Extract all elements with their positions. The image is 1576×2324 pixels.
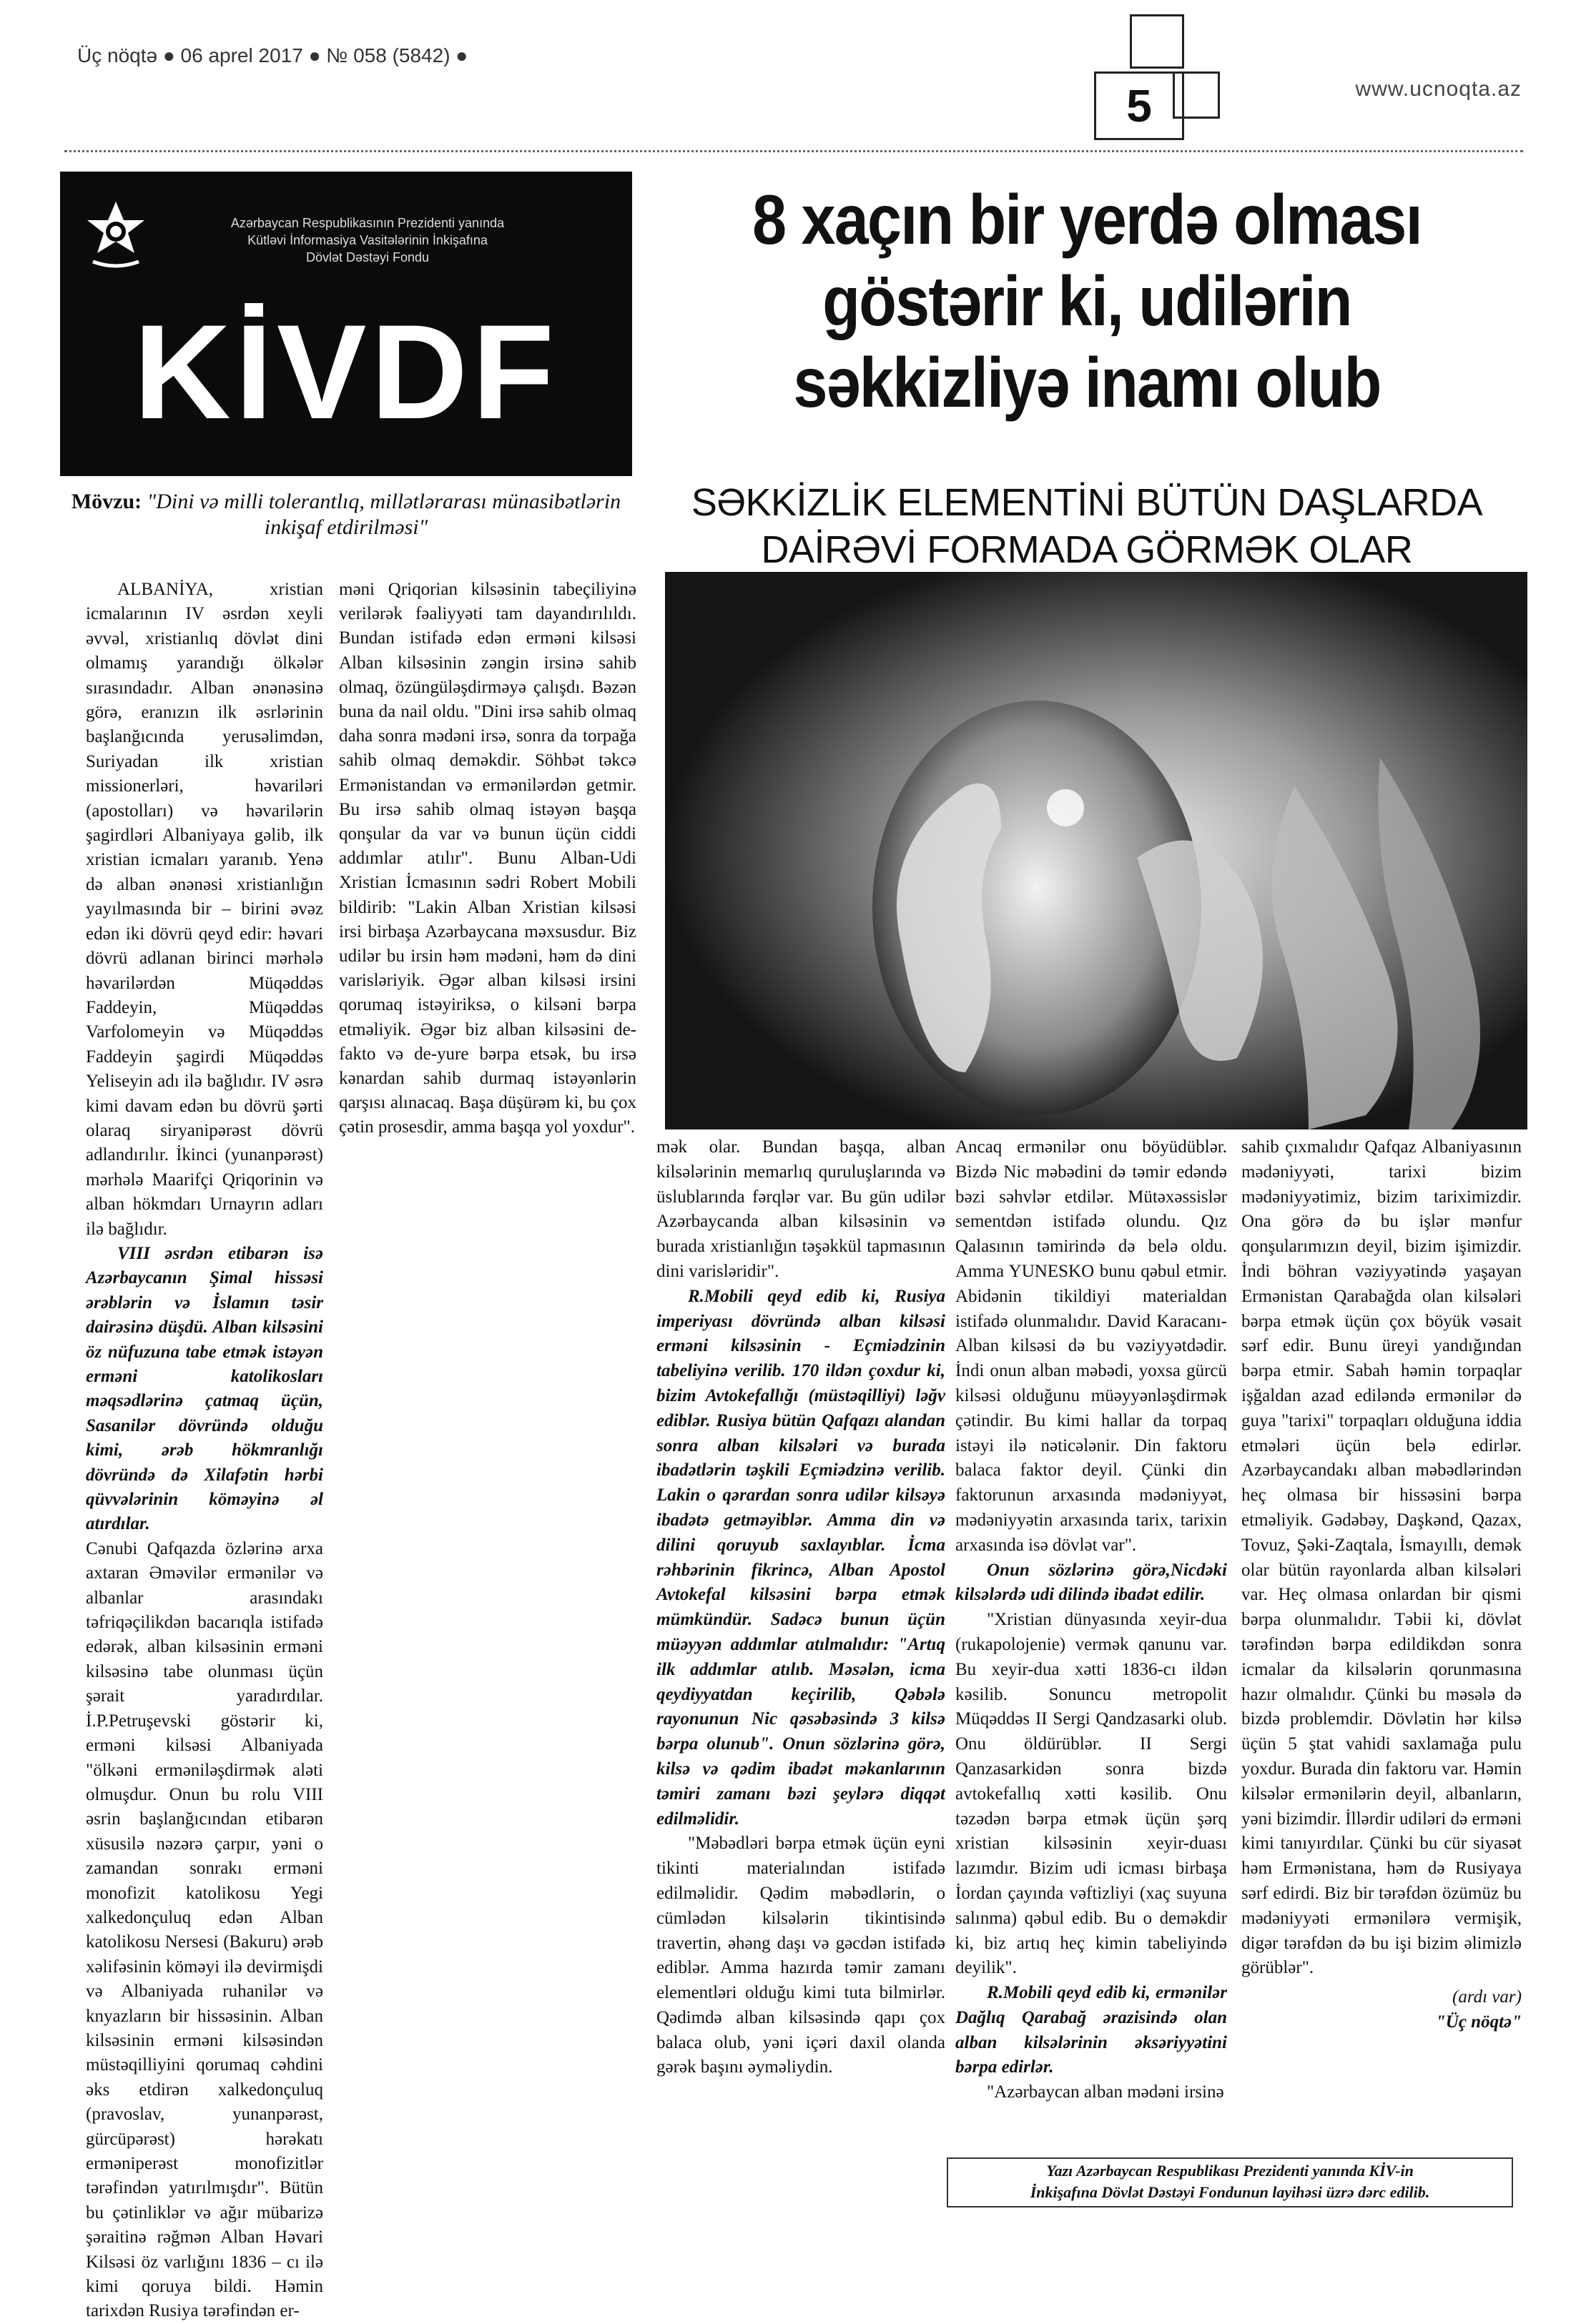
- sponsor-organization: [167, 214, 568, 266]
- org-line: Dövlət Dəstəyi Fondu: [305, 250, 430, 264]
- article-column-4: [955, 1135, 1227, 2105]
- praying-hands-photo: [665, 572, 1527, 1129]
- topic-label: Mövzu:: [71, 490, 142, 513]
- funding-notice-line: Yazı Azərbaycan Respublikası Prezidenti yanında KİV-in: [1046, 2162, 1414, 2180]
- paragraph: məni Qriqorian kilsəsinin tabeçiliyinə verilərək fəaliyyəti tam dayandırılıldı. Bundan istifadə edən erməni kilsəsi Alban kilsəsinin zəngin irsinə sahib olmaq, özüngüləşdirməyə çalışdı. Bəzən buna da nail oldu. "Dini irsə sahib olmaq daha sonra mədəni irsə, sonra da torpağa sahib olmaq deməkdir. Söhbət təkcə Ermənistandan və ermənilərdən getmir. Bu irsə sahib olmaq istəyən başqa qonşular da var və bunun üçün ciddi addımlar atılır". Bunu Alban-Udi Xristian İcmasının sədri Robert Mobili bildirib: "Lakin Alban Xristian kilsəsi irsi birbaşa Azərbaycana məxsusdur. Biz udilər bu irsin həm mədəni, həm də dini varisləriyik. Əgər alban kilsəsi irsini qorumaq istəyiriksə, o kilsəni bərpa etməliyik. Əgər biz alban kilsəsini de-fakto və de-yure bərpa etsək, bu irsə kənardan sahib durmaq istəyənlərin qarşısı alınacaq. Başa düşürəm ki, bu çox çətin prosesdir, amma başqa yol yoxdur".: [339, 580, 636, 1137]
- paragraph: mək olar. Bundan başqa, alban kilsələrinin memarlıq quruluşlarında və üslublarında fərqlər var. Bu gün udilər Azərbaycanda alban kilsəsinin və burada xristianlığın təşəkkül tapmasının dini varisləridir".: [656, 1137, 945, 1281]
- masthead: [77, 41, 1522, 101]
- page-number: 5: [1094, 71, 1184, 140]
- state-emblem-icon: [80, 199, 152, 270]
- article-subheadline: SƏKKİZLİK ELEMENTİNİ BÜTÜN DAŞLARDA DAİRƏVİ FORMADA GÖRMƏK OLAR: [691, 481, 1483, 571]
- page-number-badge: [1094, 14, 1216, 136]
- byline-signature: "Üç nöqtə": [1435, 2012, 1522, 2032]
- paragraph-emphasis: VIII əsrdən etibarən isə Azərbaycanın Şimal hissəsi ərəblərin və İslamın təsir dairəsinə düşdü. Alban kilsəsini öz nüfuzuna tabe etmək istəyən erməni katolikosları məqsədlərinə çatmaq üçün, Sasanilər dövründə olduğu kimi, ərəb hökmranlığı dövründə də Xilafətin hərbi qüvvələrinin köməyinə əl atırdılar.: [86, 1243, 323, 1534]
- article-column-5: [1241, 1135, 1522, 2035]
- paragraph: ALBANİYA, xristian icmalarının IV əsrdən xeyli əvvəl, xristianlıq dövlət dini olmamış yarandığı ölkələr sırasındadır. Alban ənənəsinə görə, eranızın ilk əsrlərinin başlanğıcında yerusəlimdən, Suriyadan ilk xristian missionerləri, həvariləri (apostolları) və həvarilərin şagirdləri Albaniyaya gəlib, ilk xristian icmaları yaranıb. Yenə də alban ənənəsi xristianlığın yayılmasında bir – birini əvəz edən iki dövrü qeyd edir: həvari dövrü adlanan birinci mərhələ həvarilərdən Müqəddəs Faddeyin, Müqəddəs Varfolomeyin və Müqəddəs Faddeyin şagirdi Müqəddəs Yeliseyin adı ilə bağlıdır. IV əsrə kimi davam edən bu dövrü şərti olaraq siryanipərəst dövrü adlandırılır. İkinci (yunanpərəst) mərhələ Maarifçi Qriqorinin və alban hökmdarı Urnayrın adları ilə bağlıdır.: [86, 580, 323, 1239]
- funding-notice: [947, 2157, 1513, 2207]
- sponsor-banner: [60, 172, 632, 476]
- paragraph: Cənubi Qafqazda özlərinə arxa axtaran Əməvilər ermənilər və albanlar arasındakı təfriqəçilikdən bacarıqla istifadə edərək, alban kilsəsinin erməni kilsəsinə tabe olunması üçün şərait yaradırdılar. İ.P.Petruşevski göstərir ki, erməni kilsəsi Albaniyada "ölkəni erməniləşdirmək aləti olmuşdur. Onun bu rolu VIII əsrin başlanğıcından etibarən xüsusilə nəzərə çarpır, yəni o zamandan sonrakı erməni monofizit katolikosu Yegi xalkedonçuluq edən Alban katolikosu Nersesi (Bakuru) ərəb xəlifəsinin köməyi ilə devirmişdi və Albaniyada ruhanilər və knyazların bir hissəsinin. Alban kilsəsinin erməni kilsəsindən müstəqilliyini qorumaq cəhdini əks etdirən xalkedonçuluq (pravoslav, yunanpərəst, gürcüpərəst) hərəkatı erməniperəst monofizitlər tərəfindən yatırılmışdır". Bütün bu çətinliklər və ağır mübarizə şəraitinə rəğmən Alban Həvari Kilsəsi öz varlığını 1836 – cı ilə kimi qoruya bildi. Həmin tarixdən Rusiya tərəfindən er-: [86, 1538, 323, 2321]
- paragraph-emphasis: Onun sözlərinə görə,Nicdəki kilsələrdə udi dilində ibadət edilir.: [955, 1560, 1227, 1605]
- org-line: Kütləvi İnformasiya Vasitələrinin İnkişafına: [247, 233, 488, 247]
- continuation-note: (ardı var): [1452, 1987, 1522, 2007]
- topic-caption: [60, 489, 632, 540]
- masthead-info: Üç nöqtə ● 06 aprel 2017 ● № 058 (5842) ●: [77, 44, 468, 66]
- paragraph: sahib çıxmalıdır Qafqaz Albaniyasının mədəniyyəti, tarixi bizim mədəniyyətimiz, bizim tariximizdir. Ona görə də bu işlər mənfur qonşularımızın deyil, bizim işimizdir. İndi böhran vəziyyətində yaşayan Ermənistan Qarabağda olan kilsələri bərpa etmək üçün çox böyük vəsait sərf edir. Bunu üreyi yandığından bərpa etmir. Sabah həmin torpaqlar işğaldan azad ediləndə ermənilər də guya "tarixi" torpaqları olduğuna iddia etmələri üçün belə edirlər. Azərbaycandakı alban məbədlərindən heç olmasa bir hissəsini bərpa etməliyik. Gədəbəy, Daşkənd, Qazax, Tovuz, Şəki-Zaqtala, İsmayıllı, demək olar bütün rayonlarda alban kilsələri var. Heç olmasa onlardan bir qismi bərpa olunmalıdır. Təbii ki, dövlət tərəfindən bərpa edildikdən sonra icmalar da kilsələrin qorunmasına hazır olmalıdır. Çünki bu məsələ də bizdə problemdir. Dövlətin hər kilsə üçün 5 ştat vahidi saxlamağa pulu yoxdur. Burada din faktoru var. Həmin kilsələr ermənilərin deyil, albanların, yəni bizimdir. İllərdir udiləri də erməni kimi tanıyırdılar. Çünki bu cür siyasət həm Ermənistana, həm də Rusiyaya sərf edirdi. Biz bir tərəfdən özümüz bu mədəniyyəti ermənilərə vermişik, digər tərəfdən də bu işi bizim əlimizlə görüblər".: [1241, 1137, 1522, 1978]
- header-divider: [64, 150, 1523, 152]
- article-column-1: [86, 578, 323, 2324]
- decorative-square-icon: [1130, 14, 1184, 69]
- decorative-square-icon: [1173, 71, 1220, 119]
- paragraph: "Azərbaycan alban mədəni irsinə: [987, 2082, 1224, 2102]
- paragraph: "Xristian dünyasında xeyir-dua (rukapolojenie) vermək qanunu var. Bu xeyir-dua xətti 1836-cı ildən kəsilib. Sonuncu metropolit Müqəddəs II Sergi Qandzasarki olub. Onu öldürüblər. II Sergi Qanzasarkidən sonra bizdə avtokefallıq xətti kəsilib. Onu təzədən bərpa etmək üçün şərq xristian kilsəsinin xeyir-duası lazımdır. Bizim udi icması birbaşa İordan çayında vəftizliyi (xaç suyuna salınma) qəbul edib. Bu o deməkdir ki, biz artıq heç kimin tabeliyində deyilik".: [955, 1610, 1227, 1978]
- paragraph-emphasis: R.Mobili qeyd edib ki, ermənilər Dağlıq Qarabağ ərazisində olan alban kilsələrinin əksəriyyətini bərpa edirlər.: [955, 1983, 1227, 2077]
- website-url[interactable]: www.ucnoqta.az: [1355, 77, 1522, 101]
- paragraph: Ancaq ermənilər onu böyüdüblər. Bizdə Nic məbədini də təmir edəndə bəzi səhvlər etdilər. Mütəxəssislər sementdən istifadə olundu. Qız Qalasının təmirində də belə oldu. Amma YUNESKO bunu qəbul etmir. Abidənin tikildiyi materialdan istifadə olunmalıdır. David Karacanı-Alban kilsəsi də bu vəziyyətdədir. İndi onun alban məbədi, yoxsa gürcü kilsəsi olduğunu müəyyənləşdirmək çətindir. Bu kimi hallar da torpaq istəyi ilə nəticələnir. Din faktoru balaca faktor deyil. Çünki din faktorunun arxasında mədəniyyət, mədəniyyətin arxasında tarix, tarixin arxasında isə dövlət var".: [955, 1137, 1227, 1555]
- article-headline: 8 xaçın bir yerdə olması göstərir ki, udilərin səkkizliyə inamı olub: [752, 180, 1422, 422]
- sponsor-logo-text: KİVDF: [134, 297, 558, 447]
- org-line: Azərbaycan Respublikasının Prezidenti yanında: [230, 216, 505, 230]
- paragraph-emphasis: R.Mobili qeyd edib ki, Rusiya imperiyası dövründə alban kilsəsi erməni kilsəsinin - Eçmiədzinin tabeliyinə verilib. 170 ildən çoxdur ki, bizim Avtokefallığı (müstəqilliyi) ləğv ediblər. Rusiya bütün Qafqazı alandan sonra alban kilsələri və burada ibadətlərin təşkili Eçmiədzinə verilib. Lakin o qərardan sonra udilər kilsəyə ibadətə getməyiblər. Amma din və dilini qoruyub saxlayıblar. İcma rəhbərinin fikrincə, Alban Apostol Avtokefal kilsəsini bərpa etmək mümkündür. Sadəcə bunun üçün müəyyən addımlar atılmalıdır: "Artıq ilk addımlar atılıb. Məsələn, icma qeydiyyatdan keçirilib, Qəbələ rayonunun Nic qəsəbəsində 3 kilsə bərpa olunub". Onun sözlərinə görə, kilsə və qədim ibadət məkanlarının təmiri zamanı bəzi şeylərə diqqət edilməlidir.: [656, 1286, 945, 1829]
- topic-text: "Dini və milli tolerantlıq, millətlərarası münasibətlərin inkişaf etdirilməsi": [147, 490, 621, 539]
- article-column-2: [339, 578, 636, 1140]
- article-photo: [665, 572, 1527, 1129]
- funding-notice-line: İnkişafına Dövlət Dəstəyi Fondunun layihəsi üzrə dərc edilib.: [1030, 2183, 1430, 2201]
- article-column-3: [656, 1135, 945, 2080]
- paragraph: "Məbədləri bərpa etmək üçün eyni tikinti materialından istifadə edilməlidir. Qədim məbədlərin, o cümlədən kilsələrin tikintisində travertin, əhəng daşı və gəcdən istifadə ediblər. Amma hazırda təmir zamanı elementləri olduğu kimi tuta bilmirlər. Qədimdə alban kilsəsində qapı çox balaca olub, yəni içəri daxil olanda gərək başını əyməliydin.: [656, 1834, 945, 2077]
